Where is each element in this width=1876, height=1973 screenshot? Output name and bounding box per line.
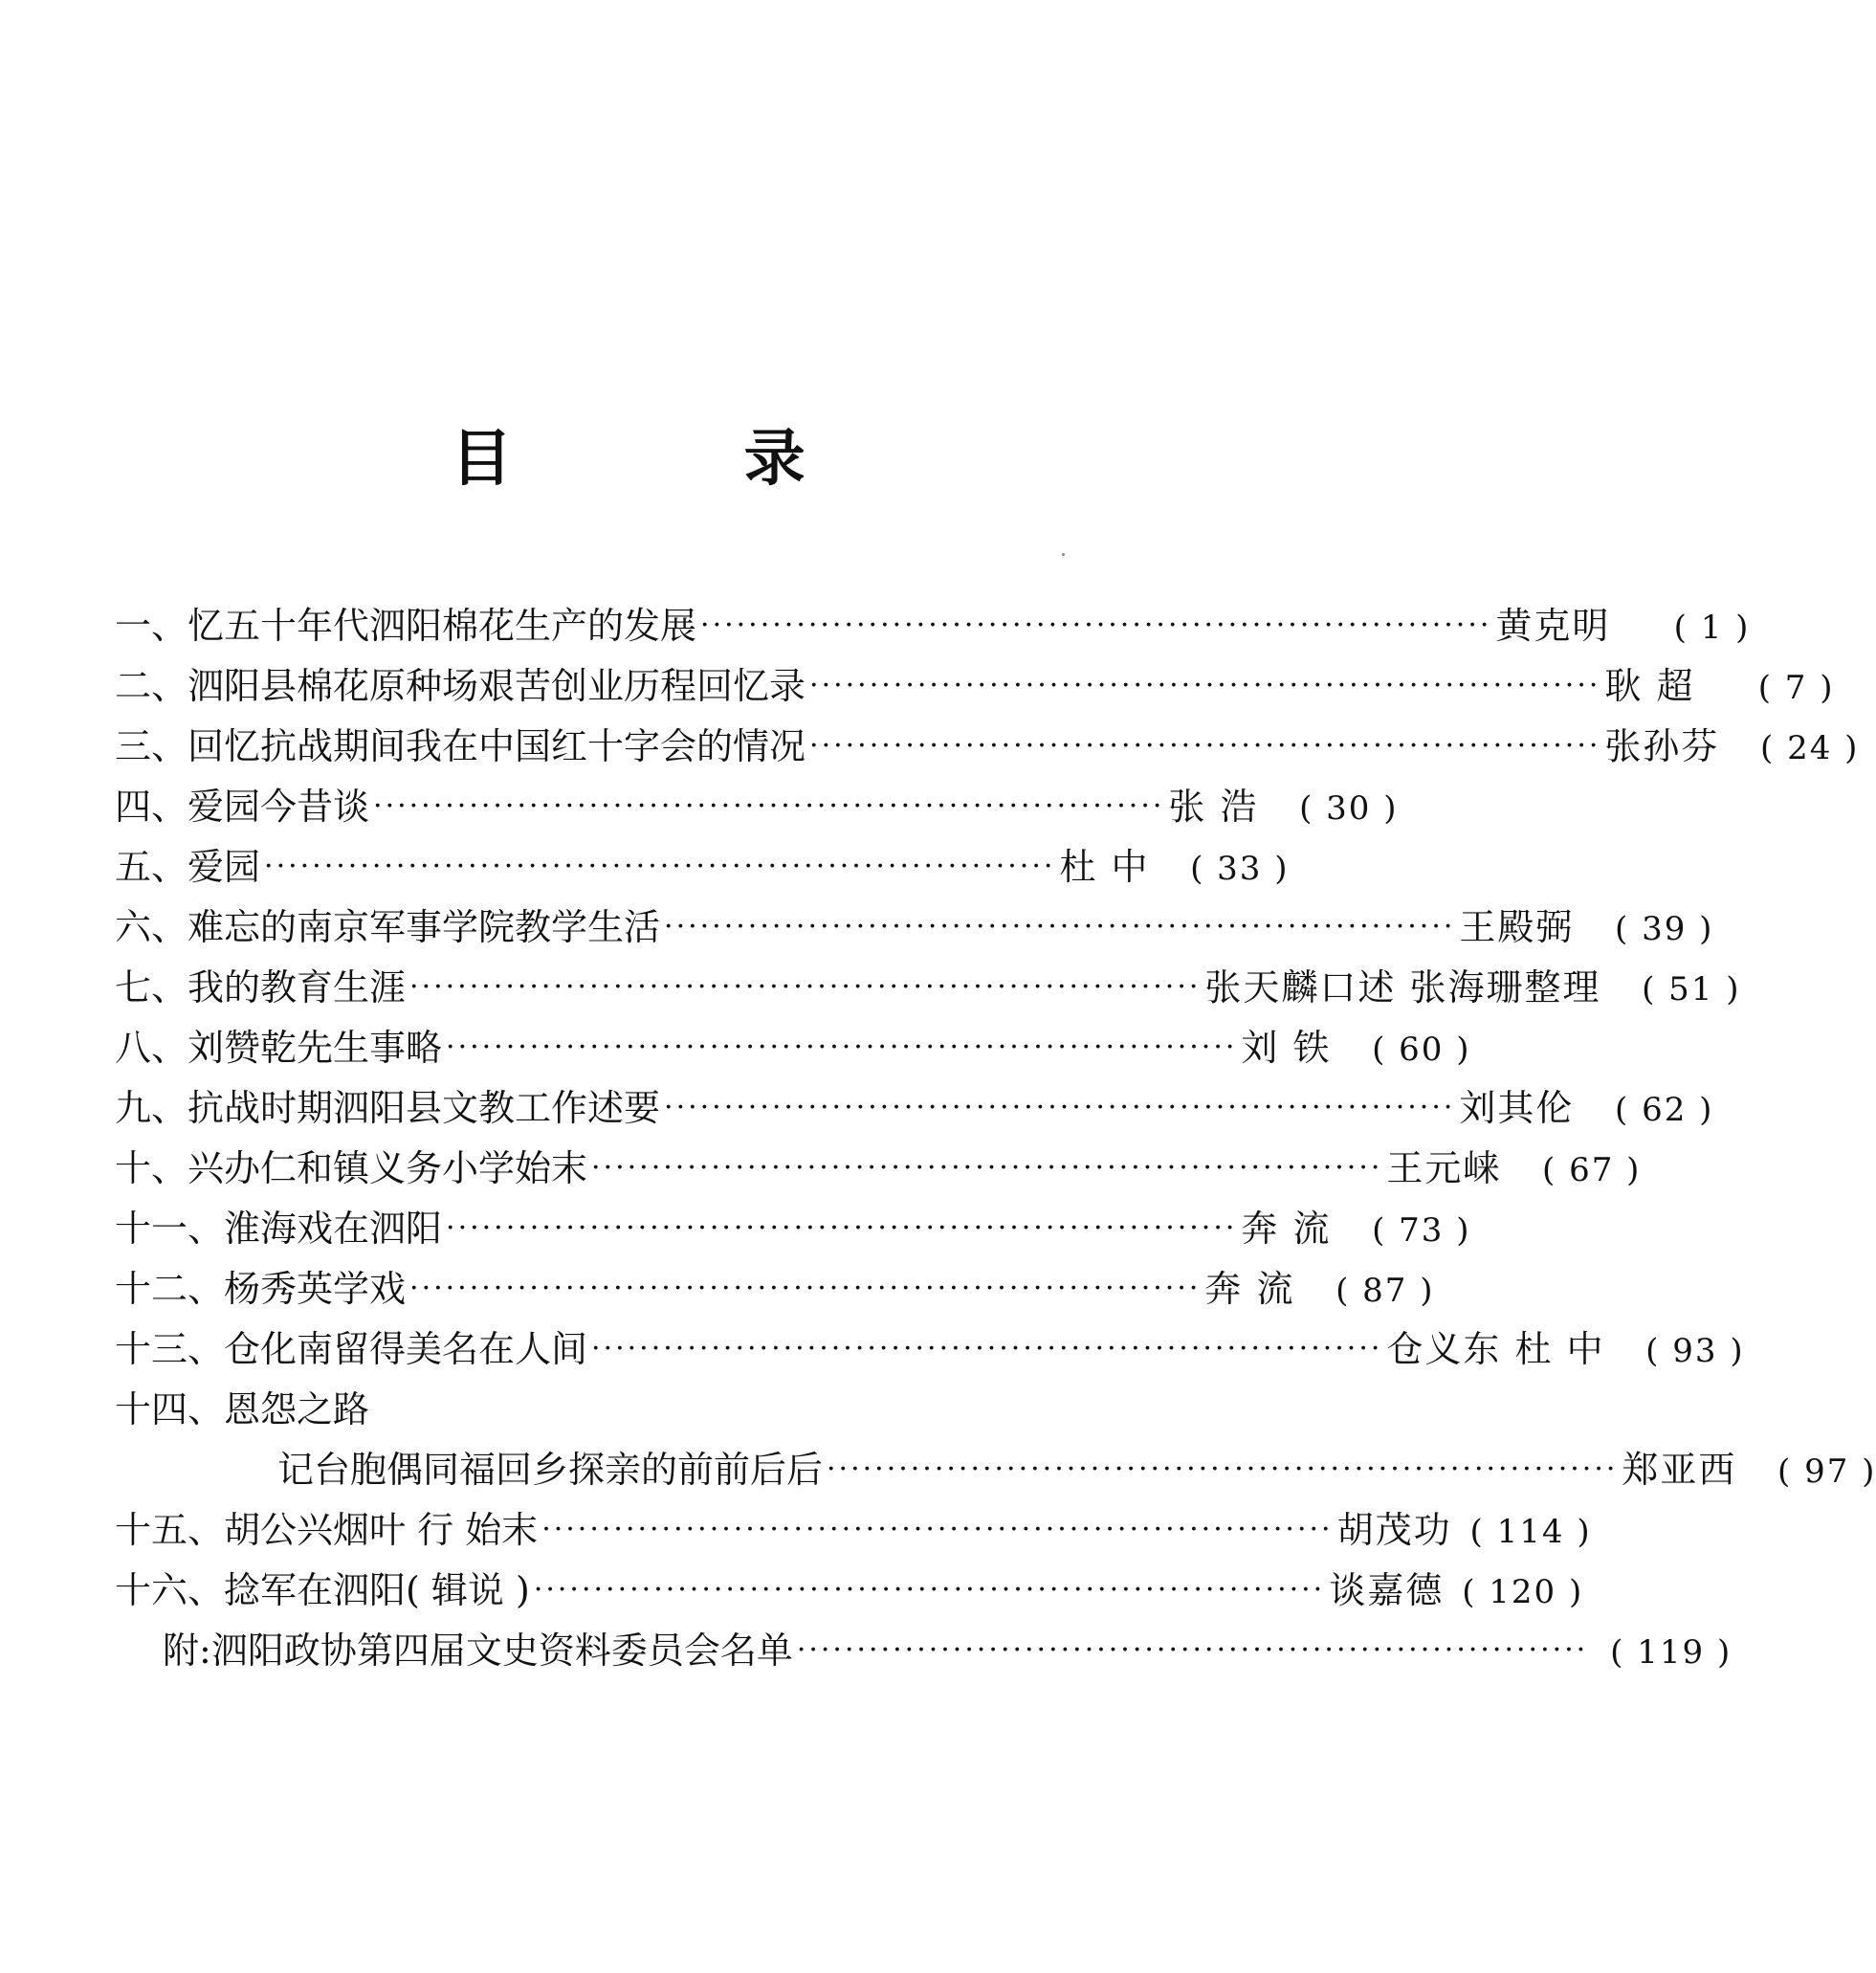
entry-title: 回忆抗战期间我在中国红十字会的情况 <box>188 725 806 767</box>
scan-speck <box>1062 553 1065 556</box>
entry-title: 爱园 <box>188 846 261 888</box>
toc-entry <box>115 1186 1471 1250</box>
toc-entry <box>115 1006 1471 1069</box>
entry-number: 十六、 <box>115 1569 225 1611</box>
entry-number: 十二、 <box>115 1268 225 1310</box>
entry-author: 仓义东 杜 中 <box>1386 1328 1605 1370</box>
entry-number: 十三、 <box>115 1328 225 1370</box>
toc-entry <box>115 644 1835 707</box>
entry-title: 泗阳政协第四届文史资料委员会名单 <box>210 1629 793 1672</box>
entry-page: ( 51 ) <box>1642 970 1741 1009</box>
entry-title: 胡公兴烟叶 行 始末 <box>224 1509 539 1551</box>
toc-entry <box>115 1428 1876 1491</box>
entry-number: 八、 <box>115 1027 188 1069</box>
entry-number: 三、 <box>115 725 188 767</box>
entry-page: ( 39 ) <box>1615 910 1714 948</box>
leader-dots: ·································································· <box>409 970 1202 1004</box>
toc-entry <box>115 1066 1714 1129</box>
toc-entry <box>115 1548 1584 1611</box>
entry-page: ( 114 ) <box>1469 1513 1592 1551</box>
leader-dots: ·································································· <box>591 1151 1383 1185</box>
entry-author: 张 浩 <box>1168 786 1259 828</box>
leader-dots: ·································································· <box>809 729 1601 763</box>
entry-title: 泗阳县棉花原种场艰苦创业历程回忆录 <box>188 665 806 707</box>
entry-title: 忆五十年代泗阳棉花生产的发展 <box>188 605 697 647</box>
toc-entry <box>115 945 1741 1009</box>
entry-title: 捻军在泗阳( 辑说 ) <box>224 1569 530 1611</box>
entry-number: 二、 <box>115 665 188 707</box>
entry-author: 王殿弼 <box>1459 906 1575 948</box>
leader-dots: ·································································· <box>409 1272 1202 1305</box>
entry-page: ( 60 ) <box>1372 1031 1471 1069</box>
entry-page: ( 33 ) <box>1190 850 1290 888</box>
entry-page: ( 67 ) <box>1542 1151 1642 1189</box>
entry-author: 奔 流 <box>1241 1208 1332 1250</box>
toc-entry <box>115 1126 1642 1189</box>
entry-title: 仓化南留得美名在人间 <box>224 1328 588 1370</box>
leader-dots: ·································································· <box>664 1091 1456 1124</box>
leader-dots: ·································································· <box>541 1513 1334 1546</box>
entry-author: 谈嘉德 <box>1329 1569 1445 1611</box>
entry-title: 难忘的南京军事学院教学生活 <box>188 906 661 948</box>
leader-dots: ·································································· <box>664 910 1456 943</box>
toc-entry <box>115 704 1860 767</box>
entry-author: 张天麟口述 张海珊整理 <box>1204 966 1601 1009</box>
entry-number: 十一、 <box>115 1208 225 1250</box>
toc-entry <box>115 1247 1435 1310</box>
entry-title: 抗战时期泗阳县文教工作述要 <box>188 1087 661 1129</box>
entry-author: 胡茂功 <box>1336 1509 1452 1551</box>
entry-number: 九、 <box>115 1087 188 1129</box>
toc-entry <box>115 825 1290 888</box>
entry-author: 耿 超 <box>1604 665 1695 707</box>
entry-number: 附: <box>163 1629 211 1672</box>
leader-dots: ·································································· <box>446 1211 1238 1245</box>
entry-number: 五、 <box>115 846 188 888</box>
entry-number: 四、 <box>115 786 188 828</box>
entry-page: ( 93 ) <box>1645 1332 1745 1370</box>
entry-page: ( 62 ) <box>1615 1091 1714 1129</box>
entry-title: 淮海戏在泗阳 <box>224 1208 443 1250</box>
leader-dots: ·································································· <box>533 1573 1326 1607</box>
entry-number: 十四、 <box>115 1388 225 1430</box>
entry-author: 刘其伦 <box>1459 1087 1575 1129</box>
leader-dots: ·································································· <box>264 850 1056 883</box>
toc-entry <box>115 765 1399 828</box>
entry-number: 十、 <box>115 1147 188 1189</box>
entry-author: 王元崃 <box>1386 1147 1502 1189</box>
entry-author: 郑亚西 <box>1622 1449 1737 1491</box>
entry-page: ( 1 ) <box>1673 609 1751 647</box>
leader-dots: ·································································· <box>446 1031 1238 1064</box>
entry-title: 恩怨之路 <box>224 1388 370 1430</box>
leader-dots: ·································································· <box>827 1452 1619 1486</box>
entry-page: ( 30 ) <box>1299 789 1399 828</box>
entry-author: 刘 铁 <box>1241 1027 1332 1069</box>
table-of-contents <box>115 584 1876 1672</box>
toc-entry <box>115 1307 1745 1370</box>
entry-author: 黄克明 <box>1495 605 1611 647</box>
entry-page: ( 87 ) <box>1335 1272 1435 1310</box>
leader-dots: ·································································· <box>796 1633 1589 1667</box>
entry-page: ( 7 ) <box>1757 669 1835 707</box>
entry-title: 我的教育生涯 <box>188 966 407 1009</box>
toc-entry <box>115 1367 1143 1428</box>
entry-page: ( 24 ) <box>1760 729 1860 767</box>
toc-entry <box>115 885 1714 948</box>
entry-author: 杜 中 <box>1059 846 1150 888</box>
leader-dots: ·································································· <box>700 609 1492 642</box>
entry-page: ( 120 ) <box>1462 1573 1584 1611</box>
entry-title: 杨秀英学戏 <box>224 1268 407 1310</box>
entry-number: 七、 <box>115 966 188 1009</box>
entry-number: 十五、 <box>115 1509 225 1551</box>
entry-author: 张孙芬 <box>1604 725 1720 767</box>
entry-page: ( 73 ) <box>1372 1211 1471 1250</box>
entry-title: 爱园今昔谈 <box>188 786 370 828</box>
toc-appendix <box>115 1608 1733 1672</box>
entry-number: 六、 <box>115 906 188 948</box>
entry-page: ( 97 ) <box>1777 1452 1876 1491</box>
page-title: 目 录 <box>451 423 911 495</box>
entry-page: ( 119 ) <box>1610 1633 1733 1672</box>
leader-dots: ·································································· <box>809 669 1601 702</box>
leader-dots: ·································································· <box>373 789 1165 823</box>
entry-author: 奔 流 <box>1204 1268 1295 1310</box>
entry-title: 刘赞乾先生事略 <box>188 1027 443 1069</box>
entry-title: 兴办仁和镇义务小学始末 <box>188 1147 588 1189</box>
leader-dots: ·································································· <box>591 1332 1383 1365</box>
entry-number: 一、 <box>115 605 188 647</box>
toc-entry <box>115 584 1751 647</box>
entry-subtitle: 记台胞偶同福回乡探亲的前前后后 <box>277 1449 824 1491</box>
toc-entry <box>115 1488 1592 1551</box>
